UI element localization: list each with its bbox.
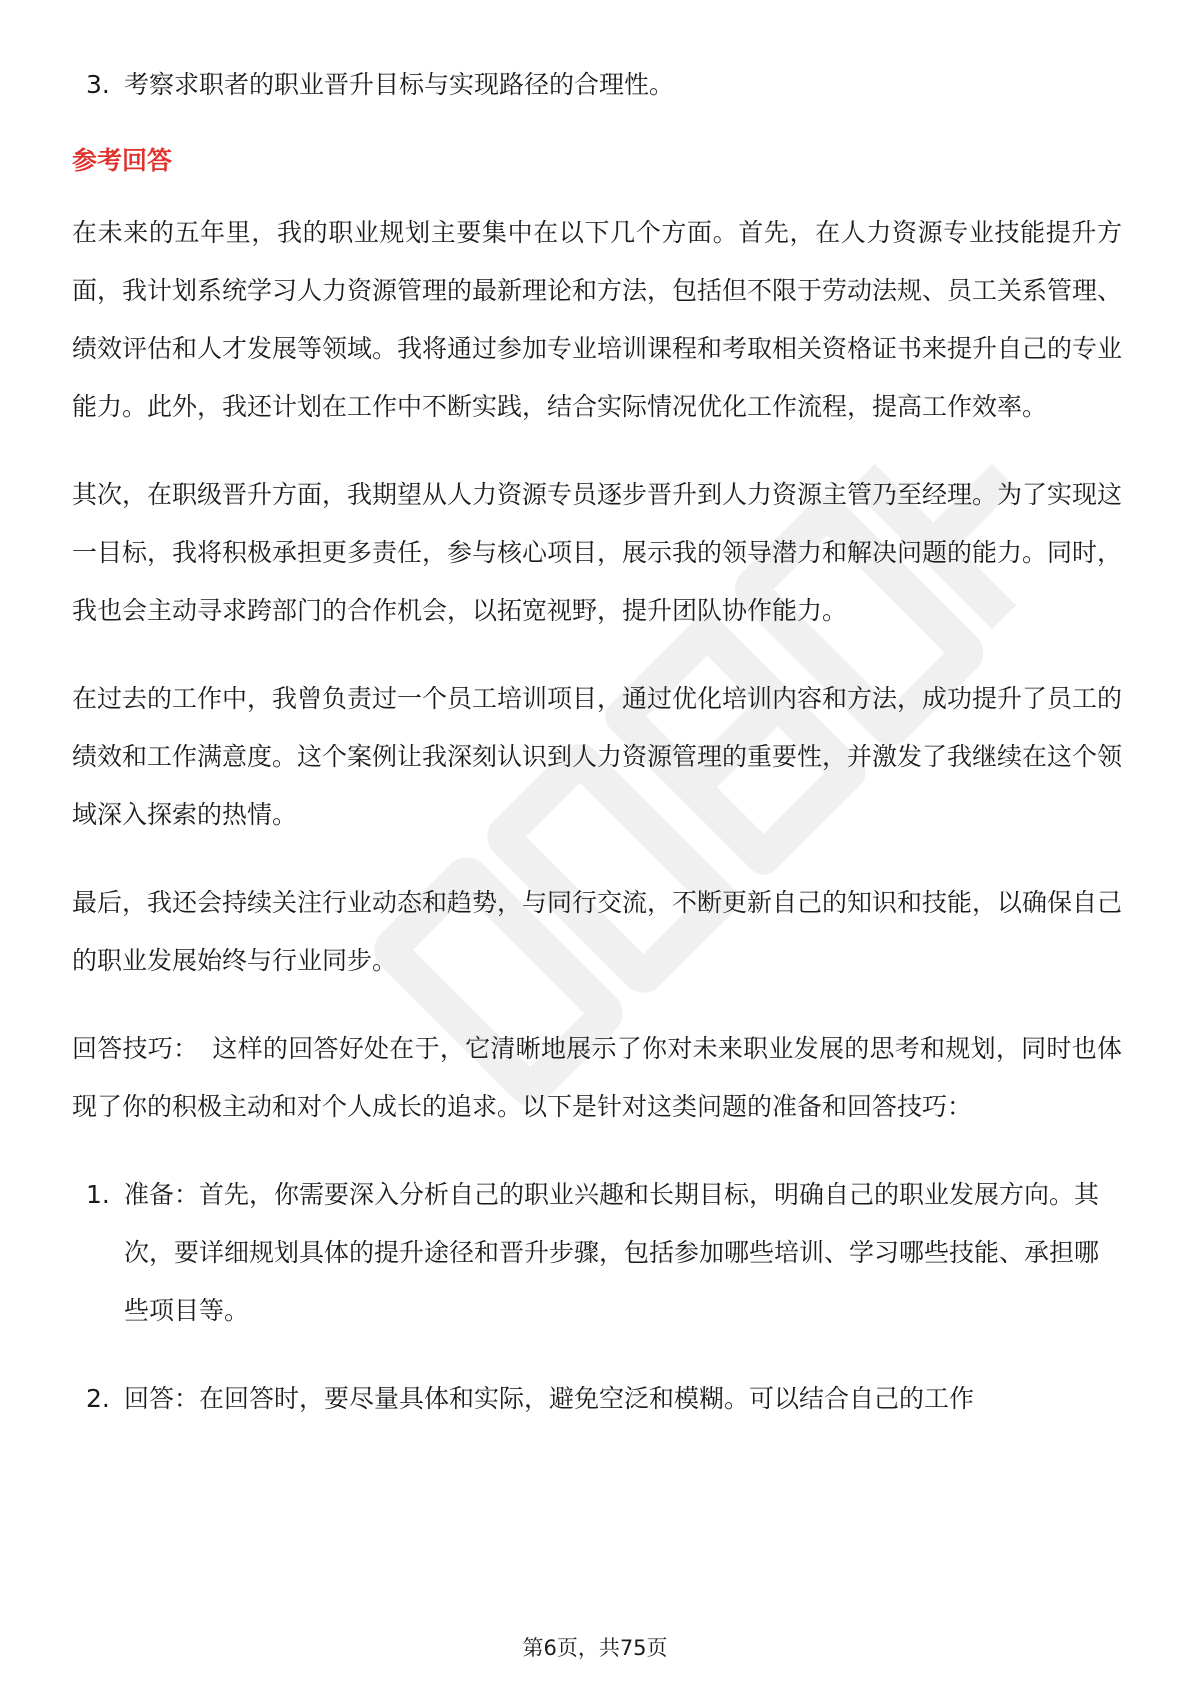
list-item bbox=[72, 1370, 1122, 1428]
paragraph: 在过去的工作中，我曾负责过一个员工培训项目，通过优化培训内容和方法，成功提升了员工的绩效和工作满意度。这个案例让我深刻认识到人力资源管理的重要性，并激发了我继续在这个领域深入探索的热情。 bbox=[72, 684, 1123, 829]
page-content bbox=[72, 56, 1122, 1428]
list-text: 回答：在回答时，要尽量具体和实际，避免空泛和模糊。可以结合自己的工作 bbox=[124, 1384, 975, 1413]
paragraph: 其次，在职级晋升方面，我期望从人力资源专员逐步晋升到人力资源主管乃至经理。为了实现这一目标，我将积极承担更多责任，参与核心项目，展示我的领导潜力和解决问题的能力。同时，我也会主动寻求跨部门的合作机会，以拓宽视野，提升团队协作能力。 bbox=[72, 480, 1123, 625]
list-number: 1. bbox=[86, 1180, 110, 1209]
tips-label: 回答技巧： bbox=[72, 1034, 199, 1063]
list-item bbox=[72, 56, 1122, 114]
tips-paragraph bbox=[72, 1020, 1122, 1136]
list-number: 2. bbox=[86, 1384, 110, 1413]
paragraph: 最后，我还会持续关注行业动态和趋势，与同行交流，不断更新自己的知识和技能，以确保自己的职业发展始终与行业同步。 bbox=[72, 888, 1123, 975]
tips-text: 这样的回答好处在于，它清晰地展示了你对未来职业发展的思考和规划，同时也体现了你的积极主动和对个人成长的追求。以下是针对这类问题的准备和回答技巧： bbox=[72, 1034, 1122, 1121]
page-footer: 第6页，共75页 bbox=[522, 1636, 668, 1660]
paragraph: 在未来的五年里，我的职业规划主要集中在以下几个方面。首先，在人力资源专业技能提升方面，我计划系统学习人力资源管理的最新理论和方法，包括但不限于劳动法规、员工关系管理、绩效评估和人才发展等领域。我将通过参加专业培训课程和考取相关资格证书来提升自己的专业能力。此外，我还计划在工作中不断实践，结合实际情况优化工作流程，提高工作效率。 bbox=[72, 218, 1123, 421]
list-item bbox=[72, 1166, 1122, 1340]
list-text: 考察求职者的职业晋升目标与实现路径的合理性。 bbox=[124, 70, 675, 99]
answer-heading: 参考回答 bbox=[72, 146, 173, 175]
list-number: 3. bbox=[86, 70, 110, 99]
list-text: 准备：首先，你需要深入分析自己的职业兴趣和长期目标，明确自己的职业发展方向。其次，要详细规划具体的提升途径和晋升步骤，包括参加哪些培训、学习哪些技能、承担哪些项目等。 bbox=[124, 1180, 1100, 1325]
